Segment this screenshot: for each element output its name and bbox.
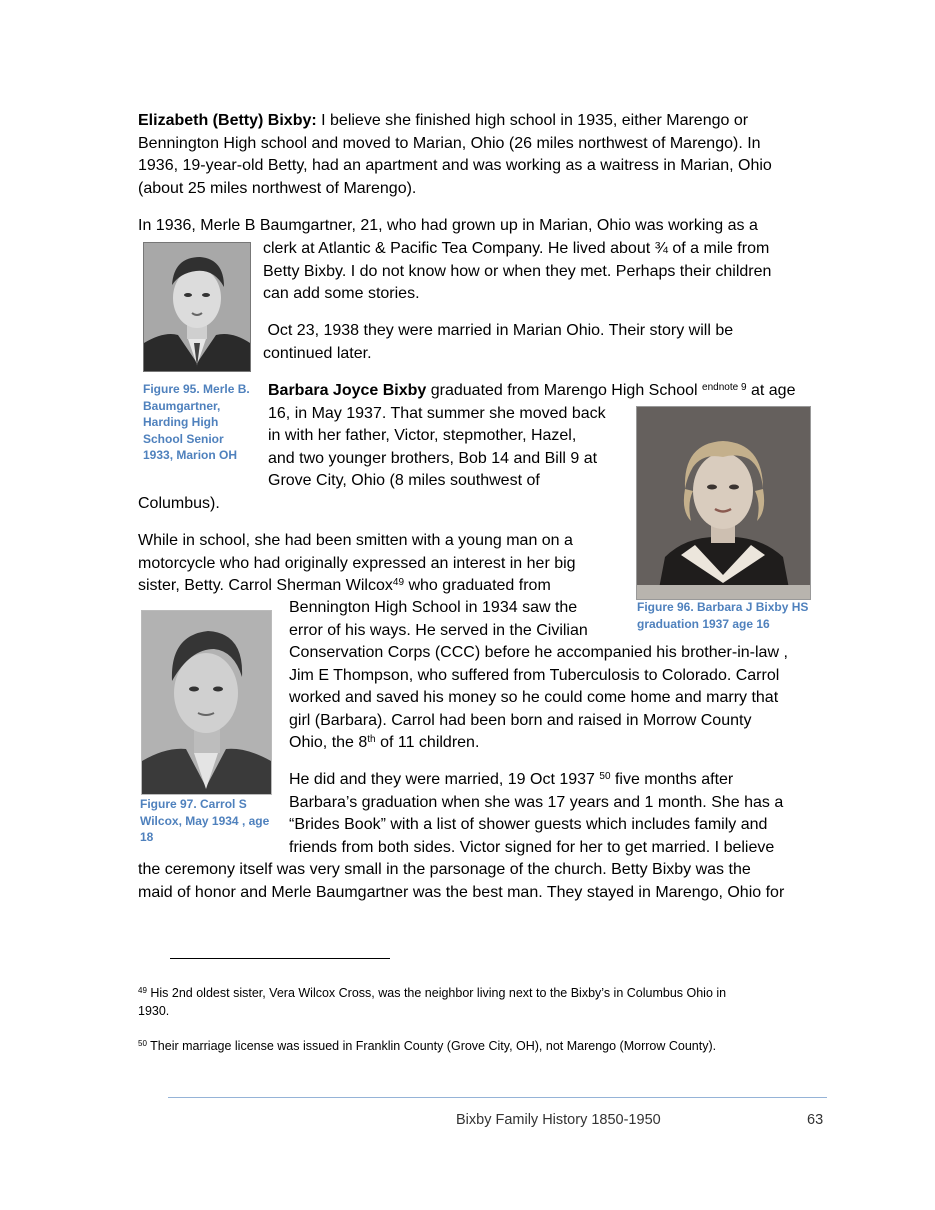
paragraph-barbara: Barbara Joyce Bixby graduated from Marengo High School $^{endnote 9}$ at age 16, in May 1937. That summer she moved back in with her father, Victor, stepmother, Hazel, and two younger brothers, Bob 14 and Bill 9 at Grove City, Ohio (8 miles southwest of: [268, 382, 796, 489]
footnote-50-ref[interactable]: 50: [599, 771, 611, 782]
betty-heading: Elizabeth (Betty) Bixby:: [138, 112, 317, 129]
endnote-9-ref[interactable]: endnote 9: [702, 382, 747, 393]
paragraph-barbara-line6: Columbus).: [138, 495, 220, 512]
figure-95-caption: Figure 95. Merle B. Baumgartner, Harding High School Senior 1933, Marion OH: [143, 382, 250, 462]
photo-merle-baumgartner: [143, 242, 251, 372]
paragraph-merle: clerk at Atlantic & Pacific Tea Company. He lived about ¾ of a mile from Betty Bixby. I do not know how or when they met. Perhaps their children can add some stories.: [263, 240, 772, 302]
paragraph-carrol: Bennington High School in 1934 saw the error of his ways. He served in the Civilian Conservation Corps (CCC) before he accompanied his brother-in-law , Jim E Thompson, who suffered from Tuberculosis to Colorado. Carrol worked and saved his money so he could come home and marry that girl (Barbara). Carrol had been born and raised in Morrow County Ohio, the 8th of 11 children.: [289, 599, 788, 751]
paragraph-betty: Elizabeth (Betty) Bixby: I believe she finished high school in 1935, either Marengo or Bennington High school and moved to Marian, Ohio (26 miles northwest of Marengo). In 1936, 19-year-old Betty, had an apartment and was working as a waitress in Marian, Ohio (about 25 miles northwest of Marengo).: [138, 112, 772, 197]
footnote-separator: [170, 958, 390, 959]
photo-barbara-bixby: [636, 406, 811, 600]
footnote-50: $^{50}$ Their marriage license was issued in Franklin County (Grove City, OH), not Marengo (Morrow County).: [138, 1039, 717, 1053]
page-number: 63: [807, 1112, 824, 1128]
paragraph-wedding: He did and they were married, 19 Oct 1937 $^{50}$ five months after Barbara’s graduation when she was 17 years and 1 month. She has a “Brides Book” with a list of shower guests which includes family and friends from both sides. Victor signed for her to get married. I believe: [289, 771, 784, 856]
paragraph-carrol-intro: While in school, she had been smitten with a young man on a motorcycle who had originally expressed an interest in her big sister, Betty. Carrol Sherman Wilcox$^{49}$ who graduated from: [138, 532, 576, 594]
paragraph-wedding-full: the ceremony itself was very small in the parsonage of the church. Betty Bixby was the maid of honor and Merle Baumgartner was the best man. They stayed in Marengo, Ohio for: [138, 861, 785, 901]
photo-carrol-wilcox: [141, 610, 272, 795]
figure-96-caption: Figure 96. Barbara J Bixby HS graduation 1937 age 16: [637, 600, 809, 631]
footer-rule: [168, 1097, 827, 1098]
footnote-49: $^{49}$ His 2nd oldest sister, Vera Wilcox Cross, was the neighbor living next to the Bixby’s in Columbus Ohio in 1930.: [138, 986, 727, 1018]
barbara-heading: Barbara Joyce Bixby: [268, 382, 427, 399]
figure-97-caption: Figure 97. Carrol S Wilcox, May 1934 , age 18: [140, 797, 270, 844]
footer-title: Bixby Family History 1850-1950: [456, 1112, 661, 1128]
paragraph-merle-line1: In 1936, Merle B Baumgartner, 21, who had grown up in Marian, Ohio was working as a: [138, 217, 758, 234]
paragraph-married: Oct 23, 1938 they were married in Marian Ohio. Their story will be continued later.: [263, 322, 734, 362]
footnote-49-ref[interactable]: 49: [392, 577, 405, 588]
